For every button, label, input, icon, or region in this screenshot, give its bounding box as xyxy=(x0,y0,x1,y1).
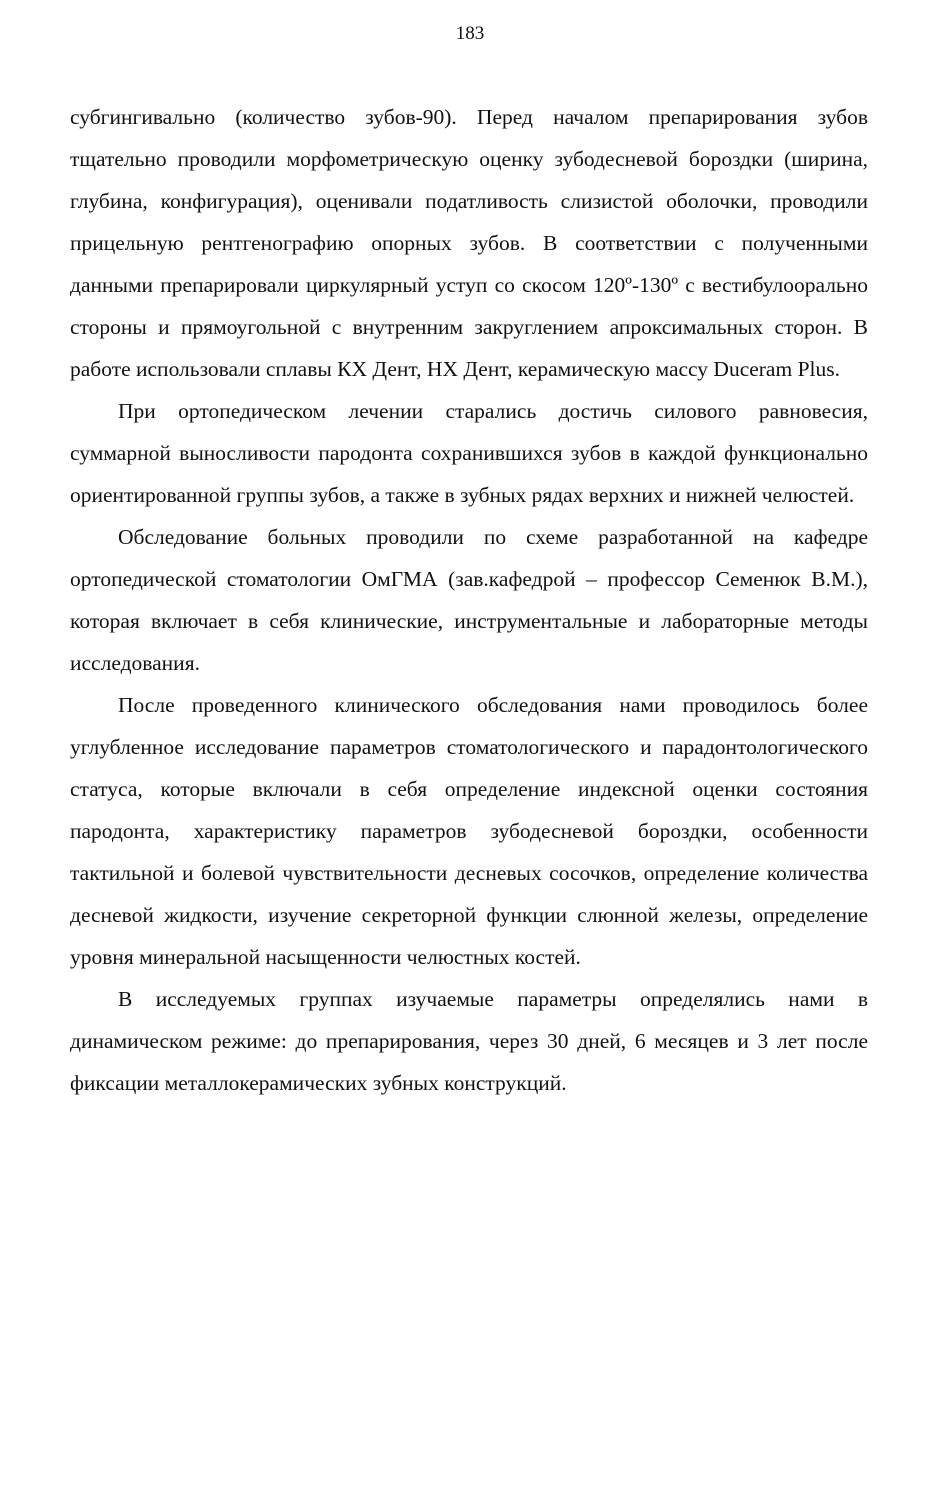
page-number: 183 xyxy=(455,23,485,44)
paragraph-4: После проведенного клинического обследования нами проводилось более углубленное исследование параметров стоматологического и парадонтологического статуса, которые включали в себя определение индексной оценки состояния пародонта, характеристику параметров зубодесневой бороздки, особенности тактильной и болевой чувствительности десневых сосочков, определение количества десневой жидкости, изучение секреторной функции слюнной железы, определение уровня минеральной насыщенности челюстных костей. xyxy=(70,693,868,969)
paragraph-5: В исследуемых группах изучаемые параметры определялись нами в динамическом режиме: до препарирования, через 30 дней, 6 месяцев и 3 лет после фиксации металлокерамических зубных конструкций. xyxy=(70,987,868,1095)
body-text xyxy=(70,96,868,1104)
paragraph-2: При ортопедическом лечении старались достичь силового равновесия, суммарной выносливости пародонта сохранившихся зубов в каждой функционально ориентированной группы зубов, а также в зубных рядах верхних и нижней челюстей. xyxy=(70,399,868,507)
paragraph-3: Обследование больных проводили по схеме разработанной на кафедре ортопедической стоматологии ОмГМА (зав.кафедрой – профессор Семенюк В.М.), которая включает в себя клинические, инструментальные и лабораторные методы исследования. xyxy=(70,525,868,675)
paragraph-1: субгингивально (количество зубов-90). Перед началом препарирования зубов тщательно проводили морфометрическую оценку зубодесневой бороздки (ширина, глубина, конфигурация), оценивали податливость слизистой оболочки, проводили прицельную рентгенографию опорных зубов. В соответствии с полученными данными препарировали циркулярный уступ со скосом 120º-130º с вестибулоорально стороны и прямоугольной с внутренним закруглением апроксимальных сторон. В работе использовали сплавы КХ Дент, НХ Дент, керамическую массу Duceram Plus. xyxy=(70,105,868,381)
